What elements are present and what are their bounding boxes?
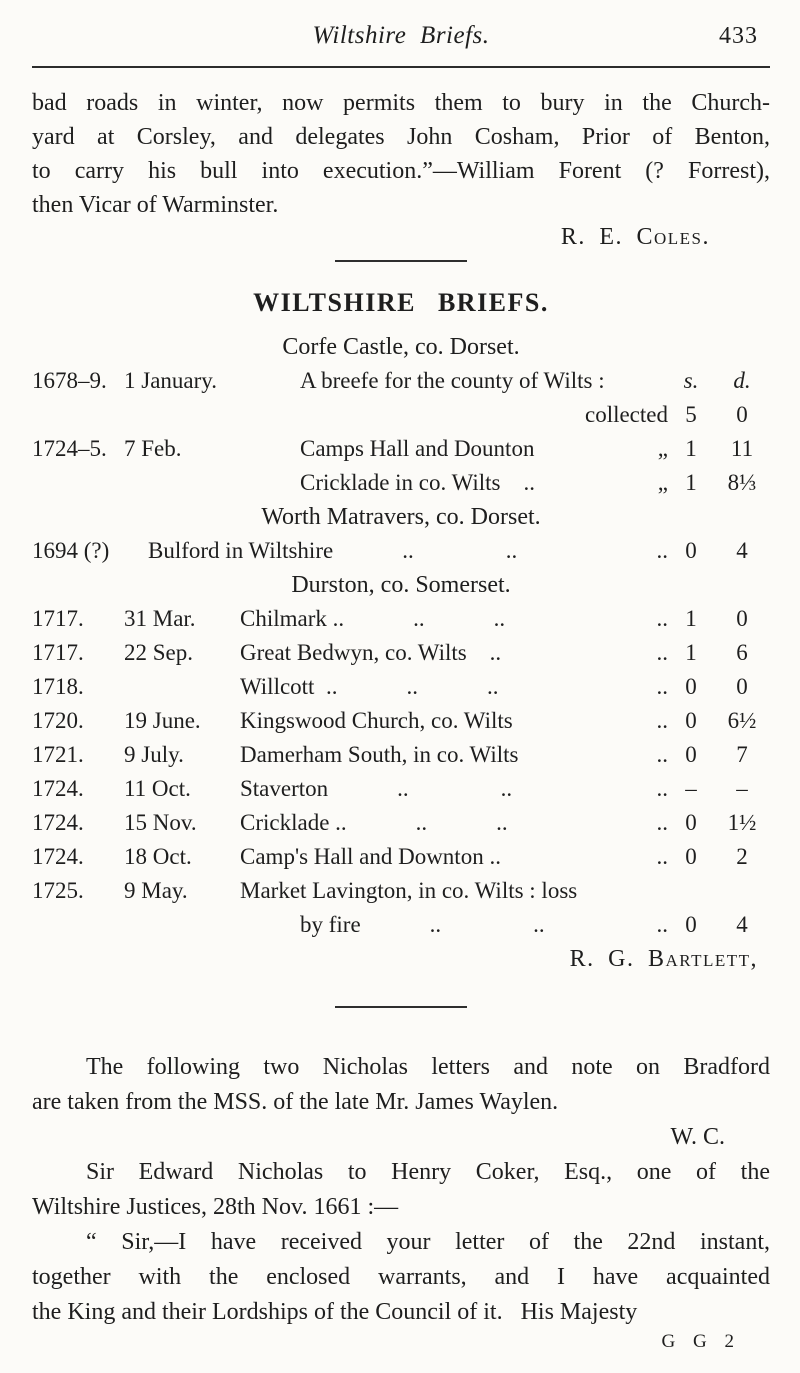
row-pence: d. [733, 368, 751, 393]
intro-line: yard at Corsley, and delegates John Cosham, Prior of Benton, [32, 124, 770, 150]
row-leader: .. [656, 844, 668, 869]
row-date: 9 July. [124, 742, 184, 767]
row-shillings: 5 [685, 402, 697, 427]
subheading-durston: Durston, co. Somerset. [291, 572, 511, 598]
row-leader: .. [656, 912, 668, 937]
closing-divider [335, 1006, 467, 1008]
running-head [32, 22, 770, 56]
row-description: Bulford in Wiltshire .. .. [148, 538, 518, 563]
table-row [32, 534, 770, 568]
row-description: Cricklade .. .. .. [240, 810, 508, 835]
section-divider [335, 260, 467, 262]
row-leader: .. [656, 810, 668, 835]
letters-line: are taken from the MSS. of the late Mr. James Waylen. [32, 1089, 559, 1115]
briefs-table [32, 330, 770, 942]
table-row [32, 874, 770, 908]
row-date: 7 Feb. [124, 436, 182, 461]
row-description: Camps Hall and Dounton [300, 436, 535, 461]
row-ditto: „ [657, 436, 668, 461]
row-description: Market Lavington, in co. Wilts : loss [240, 878, 578, 903]
signature-coles: R. E. Coles. [560, 224, 710, 250]
row-shillings: 1 [685, 470, 697, 495]
head-rule [32, 66, 770, 68]
table-row [32, 364, 770, 398]
row-shillings: 0 [685, 674, 697, 699]
row-description: Damerham South, in co. Wilts [240, 742, 519, 767]
row-date: 9 May. [124, 878, 188, 903]
table-row [32, 602, 770, 636]
row-year: 1724. [32, 810, 84, 835]
letters-line: Wiltshire Justices, 28th Nov. 1661 :— [32, 1194, 399, 1220]
table-row [32, 908, 770, 942]
row-shillings: 0 [685, 708, 697, 733]
row-leader: collected [584, 402, 668, 427]
table-row [32, 772, 770, 806]
running-title: Wiltshire Briefs. [312, 22, 490, 49]
row-shillings: – [685, 776, 697, 801]
row-shillings: 0 [685, 844, 697, 869]
row-year: 1678–9. [32, 368, 107, 393]
table-row [32, 704, 770, 738]
row-year: 1724. [32, 844, 84, 869]
initials-wc: W. C. [670, 1124, 725, 1150]
row-year: 1718. [32, 674, 84, 699]
table-row [32, 738, 770, 772]
intro-line: then Vicar of Warminster. [32, 192, 279, 218]
row-shillings: 0 [685, 742, 697, 767]
table-row [32, 398, 770, 432]
subheading-corfe: Corfe Castle, co. Dorset. [282, 334, 520, 360]
row-description: by fire .. .. [300, 912, 545, 937]
table-row [32, 670, 770, 704]
table-row [32, 840, 770, 874]
row-shillings: 0 [685, 810, 697, 835]
row-shillings: 1 [685, 436, 697, 461]
row-pence: 0 [736, 606, 748, 631]
subheading-worth: Worth Matravers, co. Dorset. [261, 504, 541, 530]
row-date: 22 Sep. [124, 640, 193, 665]
row-pence: 7 [736, 742, 748, 767]
row-year: 1717. [32, 606, 84, 631]
row-leader: .. [656, 742, 668, 767]
row-year: 1724. [32, 776, 84, 801]
row-pence: 4 [736, 538, 748, 563]
row-year: 1720. [32, 708, 84, 733]
row-leader: .. [656, 674, 668, 699]
letters-line: the King and their Lordships of the Council of it. His Majesty [32, 1299, 638, 1325]
row-year: 1724–5. [32, 436, 107, 461]
intro-line: to carry his bull into execution.”—William Forent (? Forrest), [32, 158, 770, 184]
row-pence: 4 [736, 912, 748, 937]
intro-line: bad roads in winter, now permits them to bury in the Church- [32, 90, 770, 116]
row-year: 1721. [32, 742, 84, 767]
section-heading: WILTSHIRE BRIEFS. [253, 288, 549, 317]
row-description: Chilmark .. .. .. [240, 606, 506, 631]
row-description: Camp's Hall and Downton .. [240, 844, 501, 869]
row-leader: .. [656, 708, 668, 733]
row-leader: .. [656, 640, 668, 665]
row-pence: 11 [730, 436, 754, 461]
row-date: 15 Nov. [124, 810, 197, 835]
row-pence: 1½ [727, 810, 757, 835]
letters-line: together with the enclosed warrants, and I have acquainted [32, 1264, 770, 1290]
intro-paragraph [32, 86, 770, 222]
row-pence: – [736, 776, 748, 801]
row-pence: 2 [736, 844, 748, 869]
letters-line: Sir Edward Nicholas to Henry Coker, Esq., one of the [86, 1159, 770, 1185]
letters-line: The following two Nicholas letters and note on Bradford [86, 1054, 770, 1080]
row-leader: .. [656, 776, 668, 801]
row-pence: 6 [736, 640, 748, 665]
row-description: Staverton .. .. [240, 776, 513, 801]
row-pence: 8⅓ [727, 470, 757, 495]
row-date: 11 Oct. [124, 776, 191, 801]
row-date: 31 Mar. [124, 606, 196, 631]
letters-line: “ Sir,—I have received your letter of the 22nd instant, [86, 1229, 770, 1255]
row-description: A breefe for the county of Wilts : [300, 368, 605, 393]
row-shillings: 1 [685, 640, 697, 665]
row-description: Kingswood Church, co. Wilts [240, 708, 513, 733]
table-row [32, 466, 770, 500]
row-pence: 0 [736, 402, 748, 427]
row-shillings: 0 [685, 912, 697, 937]
row-year: 1694 (?) [32, 538, 110, 563]
row-shillings: 1 [685, 606, 697, 631]
row-date: 19 June. [124, 708, 201, 733]
row-pence: 6½ [727, 708, 757, 733]
row-date: 1 January. [124, 368, 218, 393]
row-pence: 0 [736, 674, 748, 699]
table-row [32, 432, 770, 466]
row-ditto: „ [657, 470, 668, 495]
signature-bartlett: R. G. Bartlett, [569, 946, 758, 972]
row-leader: .. [656, 606, 668, 631]
row-year: 1725. [32, 878, 84, 903]
letters-section [32, 1050, 770, 1330]
table-row [32, 636, 770, 670]
catchword: G G 2 [661, 1331, 738, 1352]
row-shillings: s. [683, 368, 699, 393]
row-description: Cricklade in co. Wilts .. [300, 470, 535, 495]
row-shillings: 0 [685, 538, 697, 563]
row-description: Great Bedwyn, co. Wilts .. [240, 640, 502, 665]
row-year: 1717. [32, 640, 84, 665]
table-row [32, 806, 770, 840]
row-leader: .. [656, 538, 668, 563]
page-number: 433 [719, 23, 758, 49]
row-description: Willcott .. .. .. [240, 674, 499, 699]
row-date: 18 Oct. [124, 844, 192, 869]
